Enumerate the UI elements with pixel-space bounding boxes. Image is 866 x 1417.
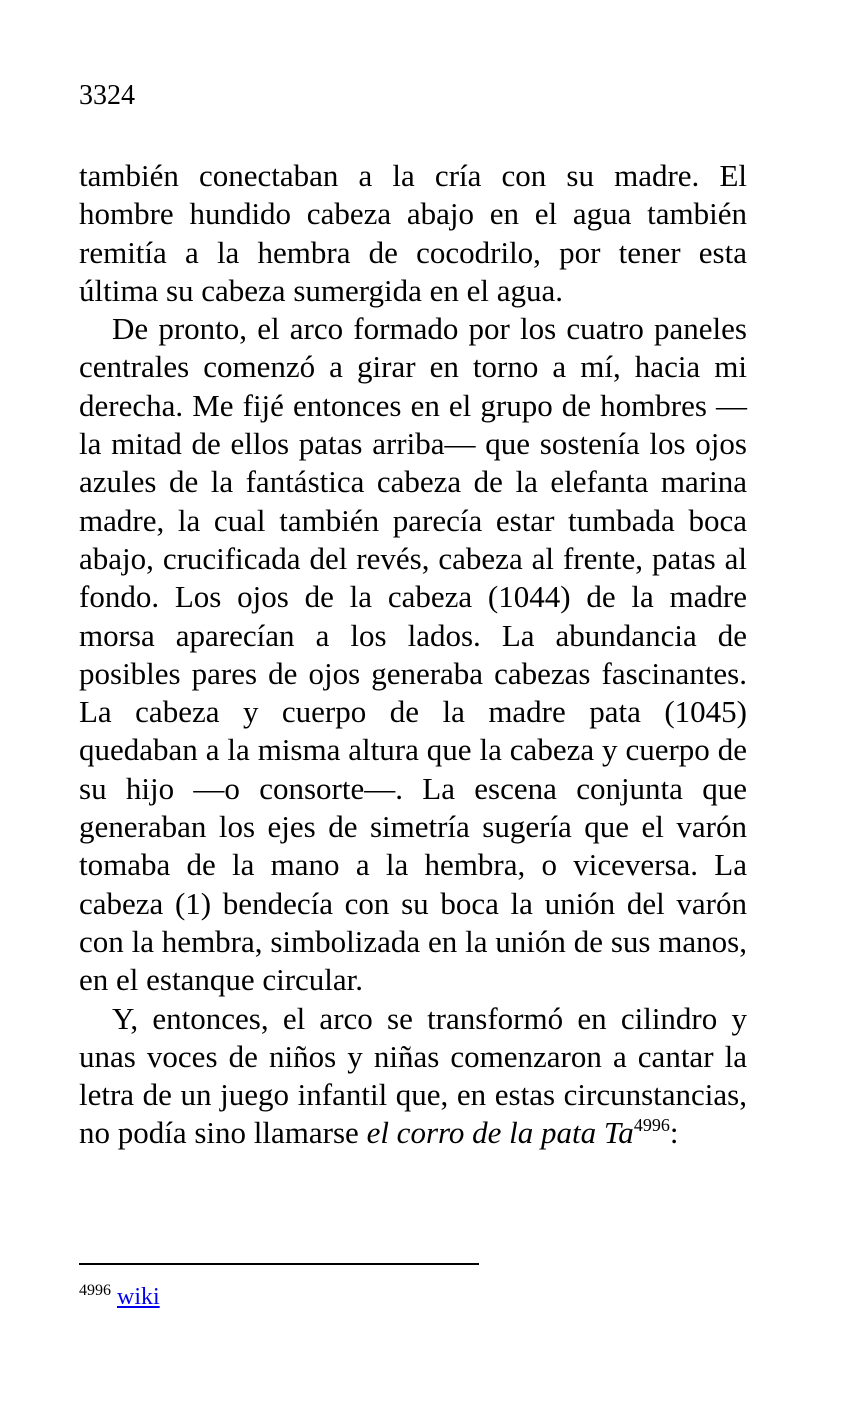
- footnote-divider: [79, 1263, 479, 1265]
- paragraph-3: [79, 1000, 747, 1153]
- paragraph-3-italic-title: el corro de la pata Ta: [366, 1115, 634, 1151]
- footnote-wiki-link[interactable]: wiki: [117, 1284, 160, 1310]
- footnote-number: 4996: [79, 1282, 111, 1299]
- paragraph-3-colon: :: [669, 1115, 679, 1151]
- paragraph-1: [79, 157, 747, 310]
- paragraph-2: [79, 310, 747, 999]
- paragraph-1-text: también conectaban a la cría con su madre. El hombre hundido cabeza abajo en el agua también remitía a la hembra de cocodrilo, por tener esta última su cabeza sumergida en el agua.: [79, 158, 747, 308]
- footnote-reference[interactable]: 4996: [633, 1115, 670, 1136]
- paragraph-2-text: De pronto, el arco formado por los cuatro paneles centrales comenzó a girar en torno a mí, hacia mi derecha. Me fijé entonces en el grupo de hombres —la mitad de ellos patas arriba— que sostenía los ojos azules de la fantástica cabeza de la elefanta marina madre, la cual también parecía estar tumbada boca abajo, crucificada del revés, cabeza al frente, patas al fondo. Los ojos de la cabeza (1044) de la madre morsa aparecían a los lados. La abundancia de posibles pares de ojos generaba cabezas fascinantes. La cabeza y cuerpo de la madre pata (1045) quedaban a la misma altura que la cabeza y cuerpo de su hijo —o consorte—. La escena conjunta que generaban los ejes de simetría sugería que el varón tomaba de la mano a la hembra, o viceversa. La cabeza (1) bendecía con su boca la unión del varón con la hembra, simbolizada en la unión de sus manos, en el estanque circular.: [79, 311, 747, 998]
- footnote: [79, 1282, 160, 1312]
- paragraph-3-text: Y, entonces, el arco se transformó en cilindro y unas voces de niños y niñas comenzaron a cantar la letra de un juego infantil que, en estas circunstancias, no podía sino llamarse: [79, 1000, 747, 1151]
- body-text: [79, 157, 747, 1153]
- page-number: 3324: [79, 80, 135, 111]
